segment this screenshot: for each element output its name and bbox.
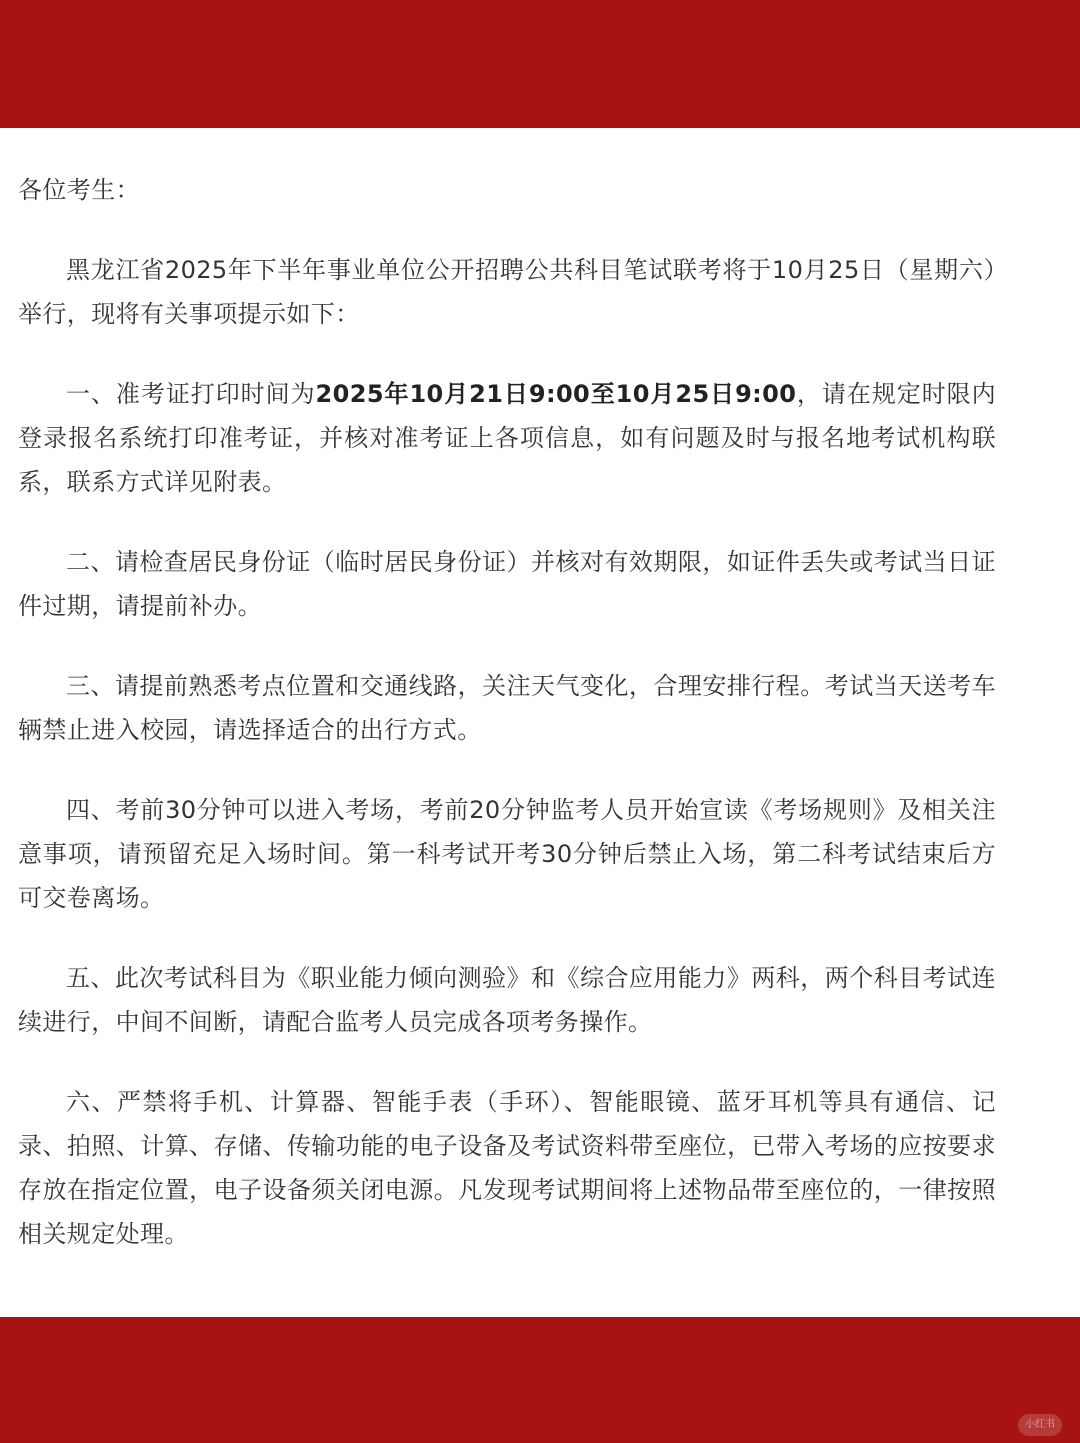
item-1-paragraph: [18, 372, 996, 504]
intro-paragraph: 黑龙江省2025年下半年事业单位公开招聘公共科目笔试联考将于10月25日（星期六）举行，现将有关事项提示如下：: [18, 256, 996, 328]
item-2-paragraph: 二、请检查居民身份证（临时居民身份证）并核对有效期限，如证件丢失或考试当日证件过期，请提前补办。: [18, 548, 996, 620]
item-5-paragraph: 五、此次考试科目为《职业能力倾向测验》和《综合应用能力》两科，两个科目考试连续进行，中间不间断，请配合监考人员完成各项考务操作。: [18, 964, 996, 1036]
top-banner: [0, 0, 1080, 128]
print-time-range: 2025年10月21日9:00至10月25日9:00: [315, 380, 797, 408]
item-1-prefix: 一、准考证打印时间为: [66, 380, 316, 408]
notice-body: [18, 168, 996, 1292]
item-3-paragraph: 三、请提前熟悉考点位置和交通线路，关注天气变化，合理安排行程。考试当天送考车辆禁止进入校园，请选择适合的出行方式。: [18, 672, 996, 744]
watermark-logo: 小红书: [1018, 1414, 1062, 1436]
greeting: 各位考生：: [18, 176, 140, 204]
item-6-paragraph: 六、严禁将手机、计算器、智能手表（手环）、智能眼镜、蓝牙耳机等具有通信、记录、拍照、计算、存储、传输功能的电子设备及考试资料带至座位，已带入考场的应按要求存放在指定位置，电子设备须关闭电源。凡发现考试期间将上述物品带至座位的，一律按照相关规定处理。: [18, 1088, 996, 1248]
item-4-paragraph: 四、考前30分钟可以进入考场，考前20分钟监考人员开始宣读《考场规则》及相关注意事项，请预留充足入场时间。第一科考试开考30分钟后禁止入场，第二科考试结束后方可交卷离场。: [18, 796, 996, 912]
item-1-suffix: ，请在规定时限内登录报名系统打印准考证，并核对准考证上各项信息，如有问题及时与报名地考试机构联系，联系方式详见附表。: [18, 380, 997, 496]
bottom-banner: [0, 1317, 1080, 1443]
